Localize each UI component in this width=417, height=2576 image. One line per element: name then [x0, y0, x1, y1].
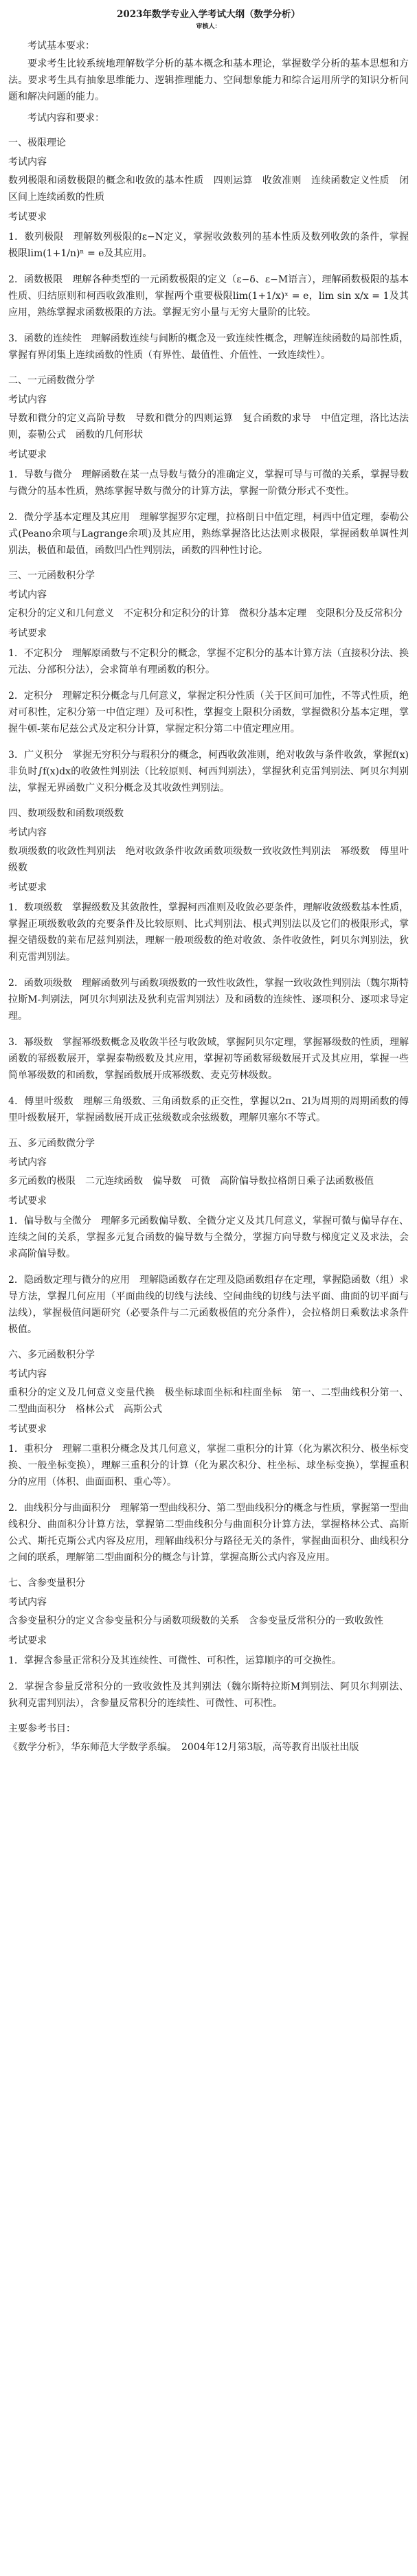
reviewer-label: 审核人：: [196, 23, 221, 30]
section-heading: 五、多元函数微分学: [8, 1138, 95, 1149]
requirement-item: 1．重积分 理解二重积分概念及其几何意义，掌握二重积分的计算（化为累次积分、极坐标变换、一般坐标变换），理解三重积分的计算（化为累次积分、柱坐标、球坐标变换），掌握重积分的应用（体积、曲面面积、重心等）。: [8, 1444, 409, 1488]
content-text: 重积分的定义及几何意义变量代换 极坐标球面坐标和柱面坐标 第一、二型曲线积分第一、二型曲面积分 格林公式 高斯公式: [8, 1387, 409, 1415]
requirement-item: 1．掌握含参量正常积分及其连续性、可微性、可积性，运算顺序的可交换性。: [8, 1655, 341, 1666]
section-block: [8, 568, 409, 796]
requirements-label: 考试要求: [8, 449, 47, 460]
basic-requirements-heading: 考试基本要求：: [27, 41, 95, 52]
requirement-item: 1．数列极限 理解数列极限的ε−N定义，掌握收敛数列的基本性质及数列收敛的条件，掌握极限lim(1+1/n)ⁿ = e及其应用。: [8, 232, 409, 259]
section-heading: 六、多元函数积分学: [8, 1349, 95, 1360]
section-heading: 三、一元函数积分学: [8, 570, 95, 581]
requirement-item: 3．幂级数 掌握幂级数概念及收敛半径与收敛域，掌握阿贝尔定理，掌握幂级数的性质，理解函数的幂级数展开，掌握泰勒级数及其应用，掌握初等函数幂级数展开式及其应用，掌握一些简单幂级数的和函数，掌握函数展开成幂级数、麦克劳林级数。: [8, 1037, 409, 1081]
content-label: 考试内容: [8, 1369, 47, 1380]
content-text: 含参变量积分的定义含参变量积分与函数项级数的关系 含参变量反常积分的一致收敛性: [8, 1615, 383, 1626]
section-heading: 二、一元函数微分学: [8, 375, 95, 386]
requirements-label: 考试要求: [8, 1635, 47, 1646]
content-label: 考试内容: [8, 157, 47, 168]
content-text: 定积分的定义和几何意义 不定积分和定积分的计算 微积分基本定理 变限积分及反常积分: [8, 608, 403, 619]
references-heading: 主要参考书目：: [8, 1723, 76, 1734]
sections: [8, 135, 409, 1712]
scope-heading: 考试内容和要求：: [27, 113, 104, 124]
requirements-label: 考试要求: [8, 882, 47, 893]
reference-item: 《数学分析》，华东师范大学数学系编。 2004年12月第3版，高等教育出版社出版: [8, 1742, 359, 1753]
requirement-item: 3．函数的连续性 理解函数连续与间断的概念及一致连续性概念，理解连续函数的局部性质，掌握有界闭集上连续函数的性质（有界性、最值性、介值性、一致连续性）。: [8, 333, 409, 361]
document-title: 2023年数学专业入学考试大纲（数学分析）: [116, 9, 301, 20]
requirements-label: 考试要求: [8, 1196, 47, 1207]
section-heading: 四、数项级数和函数项级数: [8, 808, 124, 819]
section-block: [8, 1347, 409, 1566]
section-heading: 一、极限理论: [8, 137, 66, 148]
requirement-item: 2．曲线积分与曲面积分 理解第一型曲线积分、第二型曲线积分的概念与性质，掌握第一型曲线积分、曲面积分计算方法，掌握第二型曲线积分与曲面积分计算方法，掌握格林公式、高斯公式、斯托克斯公式内容及应用，理解曲线积分与路径无关的条件，掌握曲面积分、曲线积分之间的联系，理解第二型曲面积分的概念与计算，掌握高斯公式内容及应用。: [8, 1503, 409, 1563]
content-text: 导数和微分的定义高阶导数 导数和微分的四则运算 复合函数的求导 中值定理，洛比达法则，泰勒公式 函数的几何形状: [8, 413, 409, 440]
section-block: [8, 1576, 409, 1712]
section-block: [8, 806, 409, 1126]
requirement-item: 2．函数极限 理解各种类型的一元函数极限的定义（ε−δ、ε−M语言），理解函数极限的基本性质、归结原则和柯西收敛准则，掌握两个重要极限lim(1+1/x)ˣ = e，lim sin x/x = 1及其应用，熟练掌握求函数极限的方法。掌握无穷小量与无穷大量阶的比较。: [8, 274, 409, 318]
section-block: [8, 373, 409, 559]
requirements-label: 考试要求: [8, 212, 47, 223]
requirement-item: 2．函数项级数 理解函数列与函数项级数的一致性收敛性，掌握一致收敛性判别法（魏尔斯特拉斯M-判别法，阿贝尔判别法及狄利克雷判别法）及和函数的连续性、逐项积分、逐项求导定理。: [8, 978, 409, 1022]
basic-requirements-text: 要求考生比较系统地理解数学分析的基本概念和基本理论，掌握数学分析的基本思想和方法。要求考生具有抽象思维能力、逻辑推理能力、空间想象能力和综合运用所学的知识分析问题和解决问题的能力。: [8, 58, 409, 102]
content-text: 数项级数的收敛性判别法 绝对收敛条件收敛函数项级数一致收敛性判别法 幂级数 傅里叶级数: [8, 846, 409, 873]
section-block: [8, 135, 409, 363]
content-label: 考试内容: [8, 827, 47, 838]
requirement-item: 2．微分学基本定理及其应用 理解掌握罗尔定理，拉格朗日中值定理，柯西中值定理，泰勒公式(Peano余项与Lagrange余项)及其应用，熟练掌握洛比达法则求极限，掌握函数单调性判别法，极值和最值，函数凹凸性判别法，函数的四种性讨论。: [8, 512, 409, 556]
content-text: 多元函数的极限 二元连续函数 偏导数 可微 高阶偏导数拉格朗日乘子法函数极值: [8, 1176, 374, 1187]
content-label: 考试内容: [8, 1157, 47, 1168]
requirement-item: 2．掌握含参量反常积分的一致收敛性及其判别法（魏尔斯特拉斯M判别法、阿贝尔判别法、狄利克雷判别法），含参量反常积分的连续性、可微性、可积性。: [8, 1681, 409, 1709]
content-text: 数列极限和函数极限的概念和收敛的基本性质 四则运算 收敛准则 连续函数定义性质 闭区间上连续函数的性质: [8, 175, 409, 203]
content-label: 考试内容: [8, 590, 47, 601]
requirement-item: 2．定积分 理解定积分概念与几何意义，掌握定积分性质（关于区间可加性，不等式性质，绝对可积性，定积分第一中值定理）及可积性，掌握变上限积分函数，掌握微积分基本定理，掌握牛顿-莱布尼兹公式及定积分计算，掌握定积分第二中值定理应用。: [8, 691, 409, 735]
requirement-item: 3．广义积分 掌握无穷积分与瑕积分的概念，柯西收敛准则，绝对收敛与条件收敛，掌握f(x)非负时∫f(x)dx的收敛性判别法（比较原则、柯西判别法），掌握狄利克雷判别法、阿贝尔判别法，掌握无界函数广义积分概念及其收敛性判别法。: [8, 750, 409, 794]
requirement-item: 4．傅里叶级数 理解三角级数、三角函数系的正交性，掌握以2π、2l为周期的周期函数的傅里叶级数展开，掌握函数展开成正弦级数或余弦级数，理解贝塞尔不等式。: [8, 1096, 409, 1123]
references: [8, 1721, 409, 1756]
requirement-item: 1．数项级数 掌握级数及其敛散性，掌握柯西准则及收敛必要条件，理解收敛级数基本性质，掌握正项级数收敛的充要条件及比较原则、比式判别法、根式判别法以及它们的极限形式，掌握交错级数的莱布尼兹判别法，理解一般项级数的绝对收敛、条件收敛性，阿贝尔判别法，狄利克雷判别法。: [8, 902, 409, 963]
section-heading: 七、含参变量积分: [8, 1578, 85, 1589]
requirements-label: 考试要求: [8, 1424, 47, 1435]
requirement-item: 1．不定积分 理解原函数与不定积分的概念，掌握不定积分的基本计算方法（直接积分法、换元法、分部积分法），会求简单有理函数的积分。: [8, 648, 409, 675]
content-label: 考试内容: [8, 394, 47, 405]
requirements-label: 考试要求: [8, 628, 47, 639]
requirement-item: 2．隐函数定理与微分的应用 理解隐函数存在定理及隐函数组存在定理，掌握隐函数（组）求导方法，掌握几何应用（平面曲线的切线与法线、空间曲线的切线与法平面、曲面的切平面与法线），掌握极值问题研究（必要条件与二元函数极值的充分条件），会拉格朗日乘数法求条件极值。: [8, 1275, 409, 1335]
section-block: [8, 1136, 409, 1338]
requirement-item: 1．偏导数与全微分 理解多元函数偏导数、全微分定义及其几何意义，掌握可微与偏导存在、连续之间的关系，掌握多元复合函数的偏导数与全微分，掌握方向导数与梯度定义及求法，会求高阶偏导数。: [8, 1216, 409, 1259]
reference-list: [8, 1739, 409, 1756]
content-label: 考试内容: [8, 1597, 47, 1608]
requirement-item: 1．导数与微分 理解函数在某一点导数与微分的准确定义，掌握可导与可微的关系，掌握导数与微分的基本性质，熟练掌握导数与微分的计算方法，掌握一阶微分形式不变性。: [8, 469, 409, 497]
